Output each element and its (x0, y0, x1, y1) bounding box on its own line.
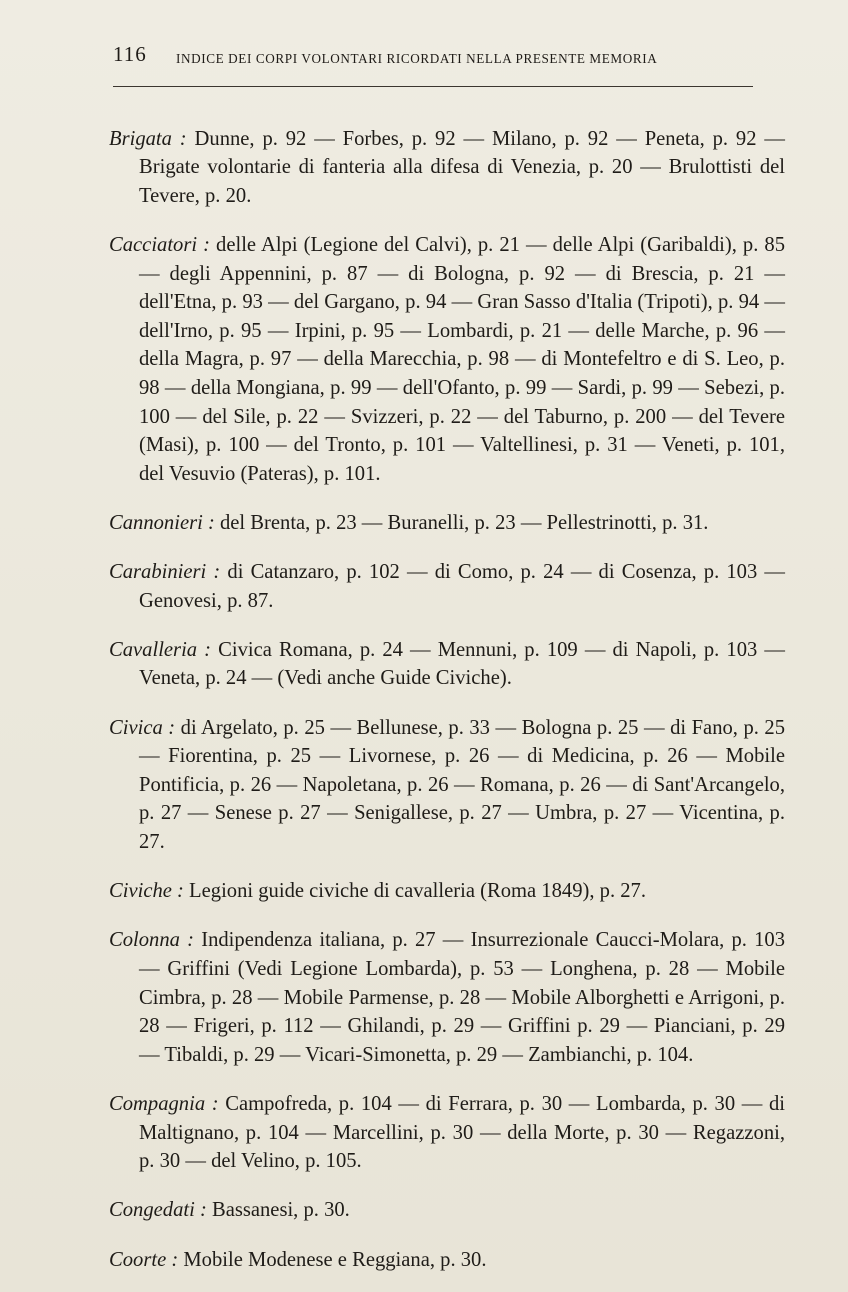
entry-term: Brigata : (109, 127, 187, 150)
entry-text: Indipendenza italiana, p. 27 — Insurrezionale Caucci-Molara, p. 103 — Griffini (Vedi Legione Lombarda), p. 53 — Longhena, p. 28 — Mobile Cimbra, p. 28 — Mobile Parmense, p. 28 — Mobile Alborghetti e Arrigoni, p. 28 — Frigeri, p. 112 — Ghilandi, p. 29 — Griffini p. 29 — Pianciani, p. 29 — Tibaldi, p. 29 — Vicari-Simonetta, p. 29 — Zambianchi, p. 104. (139, 929, 785, 1066)
index-entry-cacciatori (109, 231, 785, 488)
entry-text: Legioni guide civiche di cavalleria (Roma 1849), p. 27. (183, 880, 646, 903)
entry-term: Cavalleria : (109, 638, 212, 661)
entry-text: del Brenta, p. 23 — Buranelli, p. 23 — Pellestrinotti, p. 31. (214, 511, 709, 534)
index-entry-congedati (109, 1196, 785, 1225)
index-entry-compagnia (109, 1090, 785, 1176)
entry-term: Cacciatori : (109, 233, 210, 256)
index-entries (109, 104, 785, 1285)
entry-text: di Catanzaro, p. 102 — di Como, p. 24 — di Cosenza, p. 103 — Genovesi, p. 87. (139, 561, 785, 612)
entry-term: Colonna : (109, 929, 195, 952)
entry-text: Bassanesi, p. 30. (206, 1199, 350, 1222)
entry-term: Civiche : (109, 880, 184, 903)
index-entry-civica (109, 714, 785, 857)
entry-term: Cannonieri : (109, 511, 215, 534)
index-entry-colonna (109, 926, 785, 1069)
running-head: INDICE DEI CORPI VOLONTARI RICORDATI NELLA PRESENTE MEMORIA (176, 51, 658, 66)
page-header (113, 42, 753, 76)
index-entry-coorte (109, 1246, 785, 1275)
entry-term: Civica : (109, 716, 176, 739)
index-entry-carabinieri (109, 558, 785, 615)
entry-term: Compagnia : (109, 1092, 219, 1115)
entry-text: delle Alpi (Legione del Calvi), p. 21 — delle Alpi (Garibaldi), p. 85 — degli Appennini, p. 87 — di Bologna, p. 92 — di Brescia, p. 21 — dell'Etna, p. 93 — del Gargano, p. 94 — Gran Sasso d'Italia (Tripoti), p. 94 — dell'Irno, p. 95 — Irpini, p. 95 — Lombardi, p. 21 — delle Marche, p. 96 — della Magra, p. 97 — della Marecchia, p. 98 — di Montefeltro e di S. Leo, p. 98 — della Mongiana, p. 99 — dell'Ofanto, p. 99 — Sardi, p. 99 — Sebezi, p. 100 — del Sile, p. 22 — Svizzeri, p. 22 — del Taburno, p. 200 — del Tevere (Masi), p. 100 — del Tronto, p. 101 — Valtellinesi, p. 31 — Veneti, p. 101, del Vesuvio (Pateras), p. 101. (139, 233, 786, 485)
index-entry-brigata (109, 125, 785, 211)
entry-text: Campofreda, p. 104 — di Ferrara, p. 30 — Lombarda, p. 30 — di Maltignano, p. 104 — Marcellini, p. 30 — della Morte, p. 30 — Regazzoni, p. 30 — del Velino, p. 105. (139, 1092, 785, 1173)
index-entry-civiche (109, 877, 785, 906)
entry-term: Carabinieri : (109, 561, 221, 584)
entry-term: Coorte : (109, 1248, 179, 1271)
entry-term: Congedati : (109, 1199, 207, 1222)
entry-text: di Argelato, p. 25 — Bellunese, p. 33 — Bologna p. 25 — di Fano, p. 25 — Fiorentina, p. 25 — Livornese, p. 26 — di Medicina, p. 26 — Mobile Pontificia, p. 26 — Napoletana, p. 26 — Romana, p. 26 — di Sant'Arcangelo, p. 27 — Senese p. 27 — Senigallese, p. 27 — Umbra, p. 27 — Vicentina, p. 27. (139, 716, 786, 854)
entry-text: Civica Romana, p. 24 — Mennuni, p. 109 — di Napoli, p. 103 — Veneta, p. 24 — (Vedi anche Guide Civiche). (139, 638, 785, 690)
entry-text: Dunne, p. 92 — Forbes, p. 92 — Milano, p. 92 — Peneta, p. 92 — Brigate volontarie di fanteria alla difesa di Venezia, p. 20 — Brulottisti del Tevere, p. 20. (139, 127, 785, 207)
index-entry-cannonieri (109, 509, 785, 538)
page-number: 116 (113, 42, 147, 66)
index-entry-cavalleria (109, 636, 785, 693)
header-rule (113, 86, 753, 87)
entry-text: Mobile Modenese e Reggiana, p. 30. (178, 1248, 487, 1271)
